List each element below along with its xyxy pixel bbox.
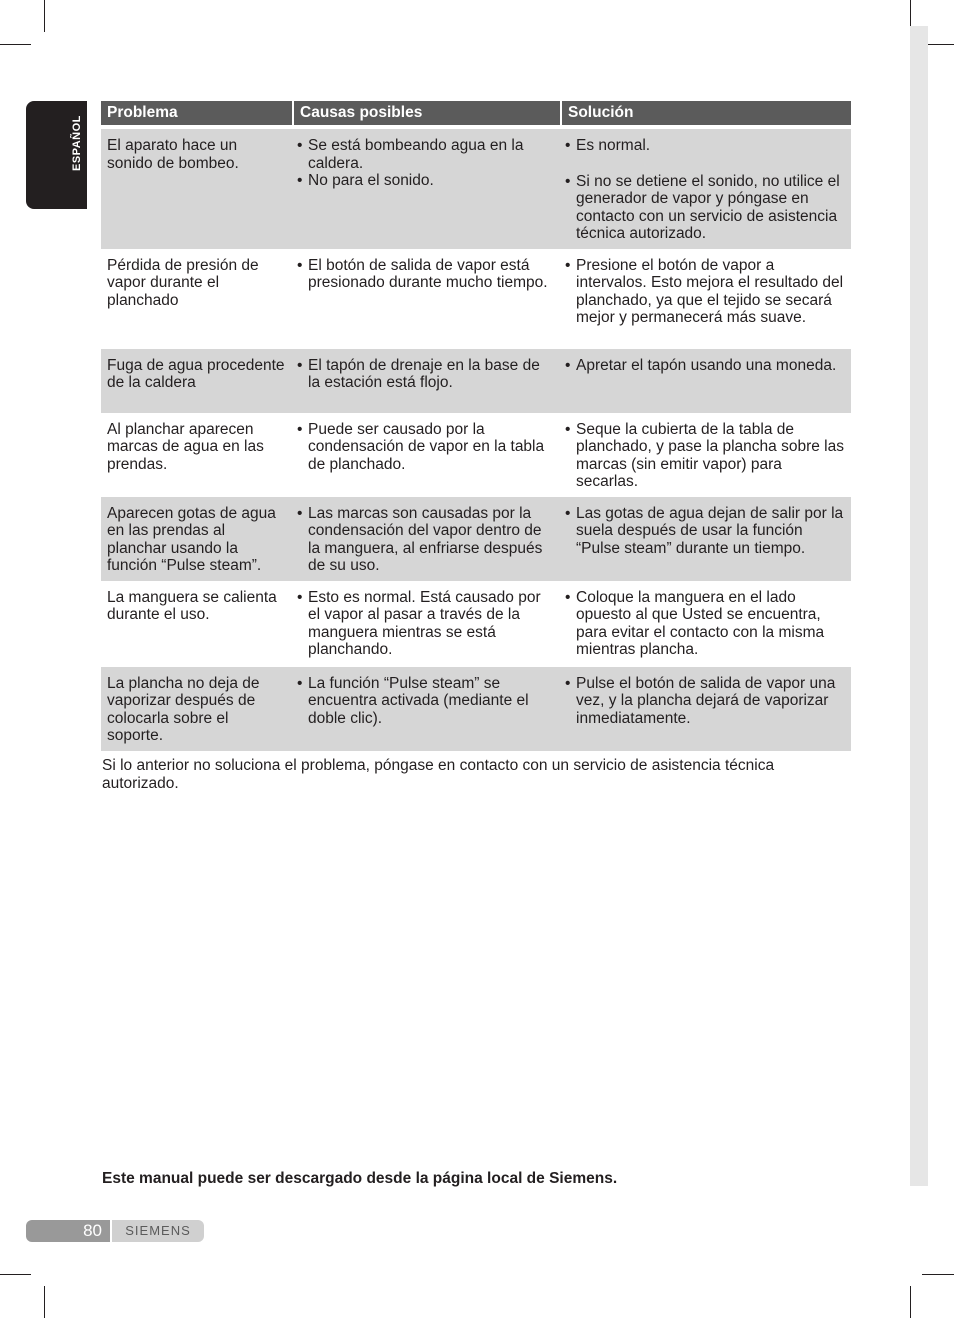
table-row — [101, 667, 851, 751]
troubleshooting-table — [101, 101, 851, 751]
support-note: Si lo anterior no soluciona el problema, póngase en contacto con un servicio de asistencia técnica autorizado. — [102, 757, 775, 792]
causes-cell — [293, 349, 561, 413]
causes-cell — [293, 249, 561, 349]
solution-cell — [561, 249, 851, 349]
solution-item: • Es normal. — [567, 137, 845, 155]
page-number: 80 — [83, 1221, 102, 1240]
header-causes: Causas posibles — [293, 101, 561, 125]
causes-cell — [293, 497, 561, 581]
problem-cell: La plancha no deja de vaporizar después de colocarla sobre el soporte. — [101, 667, 293, 751]
crop-mark — [922, 1274, 954, 1275]
cause-item: • Se está bombeando agua en la caldera. — [299, 137, 555, 172]
crop-mark — [0, 44, 31, 45]
language-label: ESPAÑOL — [71, 115, 83, 171]
table-row — [101, 129, 851, 249]
header-solution: Solución — [561, 101, 851, 125]
causes-cell — [293, 413, 561, 497]
problem-cell: Al planchar aparecen marcas de agua en las prendas. — [107, 420, 264, 473]
table-row — [101, 349, 851, 413]
solution-item: • Coloque la manguera en el lado opuesto al que Usted se encuentra, para evitar el contacto con la misma mientras plancha. — [567, 589, 845, 659]
download-note: Este manual puede ser descargado desde la página local de Siemens. — [102, 1170, 618, 1187]
problem-cell: Fuga de agua procedente de la caldera — [101, 349, 293, 413]
solution-cell — [561, 581, 851, 667]
solution-item: • Las gotas de agua dejan de salir por la suela después de usar la función “Pulse steam” durante un tiempo. — [567, 505, 845, 558]
brand-label: SIEMENS — [112, 1220, 204, 1242]
problem-cell: Aparecen gotas de agua en las prendas al planchar usando la función “Pulse steam”. — [101, 497, 293, 581]
crop-mark — [910, 1286, 911, 1318]
page-edge-strip — [910, 26, 928, 1186]
solution-cell — [561, 349, 851, 413]
cause-item: • El tapón de drenaje en la base de la estación está flojo. — [299, 357, 555, 392]
solution-item: • Seque la cubierta de la tabla de planchado, y pase la plancha sobre las marcas (sin emitir vapor) para secarlas. — [567, 421, 845, 491]
table-row — [101, 581, 851, 667]
crop-mark — [44, 0, 45, 32]
cause-item: • Las marcas son causadas por la condensación del vapor dentro de la manguera, al enfriarse después de su uso. — [299, 505, 555, 575]
table-row — [101, 413, 851, 497]
header-problem: Problema — [101, 101, 293, 125]
cause-item: • El botón de salida de vapor está presionado durante mucho tiempo. — [299, 257, 555, 292]
solution-cell — [561, 413, 851, 497]
cause-item: • No para el sonido. — [299, 172, 555, 190]
table-header-row — [101, 101, 851, 125]
page-number-box — [26, 1220, 110, 1242]
solution-item: • Presione el botón de vapor a intervalos. Esto mejora el resultado del planchado, ya que el tejido se secará mejor y permanecerá más suave. — [567, 257, 845, 327]
solution-item: • Pulse el botón de salida de vapor una vez, y la plancha dejará de vaporizar inmediatamente. — [567, 675, 845, 728]
solution-item: • Si no se detiene el sonido, no utilice el generador de vapor y póngase en contacto con un servicio de asistencia técnica autorizado. — [567, 173, 845, 243]
language-tab — [26, 101, 87, 209]
cause-item: • Puede ser causado por la condensación de vapor en la tabla de planchado. — [299, 421, 555, 474]
table-row — [101, 497, 851, 581]
crop-mark — [44, 1286, 45, 1318]
table-row — [101, 249, 851, 349]
problem-cell: La manguera se calienta durante el uso. — [107, 588, 277, 623]
solution-cell — [561, 129, 851, 249]
cause-item: • Esto es normal. Está causado por el vapor al pasar a través de la manguera mientras se está planchando. — [299, 589, 555, 659]
crop-mark — [0, 1274, 31, 1275]
problem-cell: Pérdida de presión de vapor durante el planchado — [107, 256, 259, 309]
solution-cell — [561, 497, 851, 581]
cause-item: • La función “Pulse steam” se encuentra activada (mediante el doble clic). — [299, 675, 555, 728]
causes-cell — [293, 667, 561, 751]
causes-cell — [293, 129, 561, 249]
causes-cell — [293, 581, 561, 667]
problem-cell: El aparato hace un sonido de bombeo. — [101, 129, 293, 249]
solution-cell — [561, 667, 851, 751]
solution-item: • Apretar el tapón usando una moneda. — [567, 357, 845, 375]
